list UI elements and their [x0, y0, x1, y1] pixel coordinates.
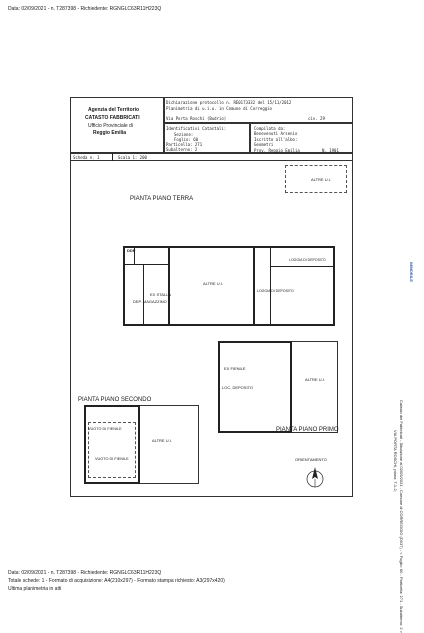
- altre-ui-ground-label: ALTRE U.I.: [203, 281, 223, 286]
- orientamento-label: ORIENTAMENTO: [295, 457, 327, 462]
- ddp-label: DDP: [127, 248, 136, 253]
- header-line: Data: 02/09/2021 - n. T287398 - Richiedente: RGNGLC63R11H223Q: [8, 6, 162, 12]
- ident-sezione: Sezione:: [174, 132, 194, 137]
- ground-floor-wall-left: [123, 246, 125, 326]
- ident-title: Identificativi Catastali:: [166, 126, 227, 131]
- ex-fienile-label: EX FIENILE: [224, 366, 246, 371]
- wall-loggia-split: [270, 266, 334, 267]
- ident-subalterno: Subalterno: 2: [166, 147, 198, 152]
- agency-line4: Reggio Emilia: [93, 130, 127, 136]
- piano-secondo-title: PIANTA PIANO SECONDO: [78, 397, 152, 403]
- declaration-label: Dichiarazione protocollo n.: [166, 100, 232, 105]
- compilata-line4: Geometri: [254, 142, 274, 147]
- side-stamp: IMMOBILE: [409, 262, 414, 282]
- footer-line3: Ultima planimetria in atti: [8, 586, 62, 592]
- declaration-del: del: [257, 100, 265, 105]
- vuoto-fienile-label-1: VUOTO DI FIENILE: [88, 427, 122, 431]
- side-text-line1: Catasto dei Fabbricati - Situazione al 02/09/2021 - Comune di CORREGGIO (D037) - < Foglio: 60 - Particella: 271 - Subalterno: 2 >: [399, 400, 404, 633]
- vuoto-fienile-label-2: VUOTO DI FIENILE: [95, 457, 129, 461]
- compilata-line1: Compilata da:: [254, 126, 286, 131]
- agency-line1: Agenzia del Territorio: [88, 107, 140, 113]
- scheda-label: Scheda n. 1: [73, 155, 100, 160]
- first-floor-wall-left: [218, 341, 220, 433]
- agency-line3: Ufficio Provinciale di: [88, 123, 133, 129]
- loc-deposito-label: LOC. DEPOSITO: [222, 385, 254, 390]
- first-floor-wall-top: [218, 341, 292, 343]
- second-floor-wall-top: [84, 405, 140, 407]
- wall-altre-loggia: [253, 246, 255, 326]
- second-floor-wall-mid: [138, 405, 140, 484]
- compilata-n: N. 1901: [322, 148, 339, 153]
- wall-ddp-stalla: [123, 264, 169, 265]
- piano-terra-title: PIANTA PIANO TERRA: [130, 196, 194, 202]
- ground-floor-wall-bottom: [123, 324, 335, 326]
- compilata-prov: Prov. Reggio Emilia: [254, 148, 300, 153]
- declaration-line2: Planimetria di u.i.u. in Comune di Correggio: [166, 106, 272, 111]
- second-floor-wall-left: [84, 405, 86, 484]
- scheda-divider: [112, 153, 113, 161]
- footer-line2: Totale schede: 1 - Formato di acquisizione: A4(210x297) - Formato stampa richiesto: A3(297x420): [8, 578, 225, 584]
- compilata-line2: Benevenuti Arsenio: [254, 131, 298, 136]
- agency-line2: CATASTO FABBRICATI: [85, 115, 140, 121]
- wall-loggia-inner: [270, 246, 271, 326]
- compilata-line3: Iscritto all'albo:: [254, 137, 298, 142]
- declaration-number: RE0173332: [233, 100, 256, 105]
- side-text-line2: VIA PORTA ROSCHI, piano: T-1-2;: [393, 430, 398, 492]
- ground-floor-wall-top: [123, 246, 335, 248]
- piano-primo-title: PIANTA PIANO PRIMO: [276, 427, 339, 433]
- ident-particella: Particella: 271: [166, 142, 203, 147]
- wall-ddp-altre: [168, 246, 170, 326]
- ex-stalla-label: EX STALLA: [150, 292, 172, 297]
- ident-foglio: Foglio: 60: [174, 137, 199, 142]
- altre-ui-top-label: ALTRE U.I.: [311, 177, 331, 182]
- declaration-civ: civ. 29: [308, 116, 325, 121]
- altre-ui-second-label: ALTRE U.I.: [152, 438, 172, 443]
- ground-floor-wall-right: [333, 246, 335, 326]
- altre-ui-first-label: ALTRE U.I.: [305, 377, 325, 382]
- declaration-line1: [166, 100, 291, 105]
- wall-stalla-dep: [143, 264, 144, 326]
- declaration-address: Via Porta Roschi (Budrio): [166, 116, 227, 121]
- dep-magazzino-label: DEP. MAGAZZINO: [133, 299, 167, 304]
- loggia2-label: LOGGIA DI DEPOSITO: [257, 289, 294, 293]
- loggia-label: LOGGIA DI DEPOSITO: [289, 258, 326, 262]
- first-floor-wall-mid: [290, 341, 292, 433]
- second-floor-wall-bottom: [84, 482, 140, 484]
- scheda-scale: Scala 1: 200: [118, 155, 147, 160]
- declaration-date: 15/11/2012: [267, 100, 292, 105]
- footer-line1: Data: 02/09/2021 - n. T287398 - Richiedente: RGNGLC63R11H223Q: [8, 570, 162, 576]
- compass-icon: [304, 465, 326, 491]
